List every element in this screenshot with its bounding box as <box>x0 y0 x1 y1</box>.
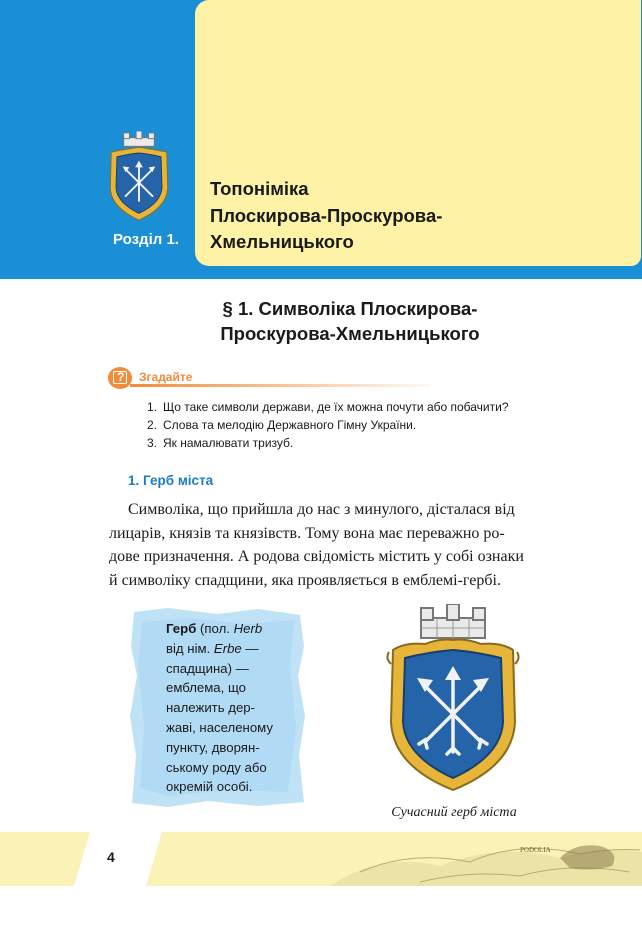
definition-line: від нім. Erbe — <box>166 640 259 656</box>
question-item: 3. Як намалювати тризуб. <box>147 436 294 450</box>
question-item: 1. Що таке символи держави, де їх можна почути або побачити? <box>147 400 509 414</box>
remember-block <box>108 367 428 391</box>
paragraph-title <box>150 296 550 346</box>
chapter-title-line: Плоскирова-Проскурова- <box>210 204 443 226</box>
definition-line: пункту, дворян- <box>166 739 260 755</box>
definition-line: спадщина) — <box>166 660 249 676</box>
remember-underline <box>130 384 430 387</box>
figure-caption: Сучасний герб міста <box>391 805 517 820</box>
definition-line: належить дер- <box>166 700 256 716</box>
section-heading: 1. Герб міста <box>128 473 214 488</box>
remember-label: Згадайте <box>139 370 193 384</box>
body-line: дове призначення. А родова свідомість містить у собі ознаки <box>109 548 524 565</box>
definition-line: Герб (пол. Herb <box>166 621 263 636</box>
question-item: 2. Слова та мелодію Державного Гімну України. <box>147 418 417 432</box>
definition-line: ському роду або <box>166 759 267 775</box>
definition-text <box>166 619 298 797</box>
chapter-title <box>210 176 510 256</box>
definition-line: емблема, що <box>166 680 247 696</box>
definition-line: жаві, населеному <box>166 719 273 735</box>
section-label: Розділ 1. <box>113 231 179 248</box>
coat-of-arms-large-icon <box>385 604 521 792</box>
chapter-title-line: Хмельницького <box>210 231 354 252</box>
body-line: Символіка, що прийшла до нас з минулого, дісталася від <box>128 501 515 518</box>
paragraph-title-line: Проскурова-Хмельницького <box>220 323 480 344</box>
remember-question-icon: ? <box>108 367 132 389</box>
remember-question-list <box>147 398 587 452</box>
definition-term: Герб <box>166 621 197 636</box>
footer-map-decoration <box>0 832 642 886</box>
coat-of-arms-small-icon <box>106 131 172 221</box>
page-number: 4 <box>107 849 115 865</box>
body-line: лицарів, князів та князівств. Тому вона має переважно ро- <box>109 524 505 542</box>
body-line: й символіку спадщини, яка проявляється в емблемі-гербі. <box>109 571 501 589</box>
body-paragraph <box>109 498 579 592</box>
chapter-title-line: Топоніміка <box>210 178 309 199</box>
map-label: PODOLIA <box>520 846 551 854</box>
paragraph-title-line: § 1. Символіка Плоскирова- <box>222 298 478 319</box>
definition-line: окремій особі. <box>166 779 253 795</box>
